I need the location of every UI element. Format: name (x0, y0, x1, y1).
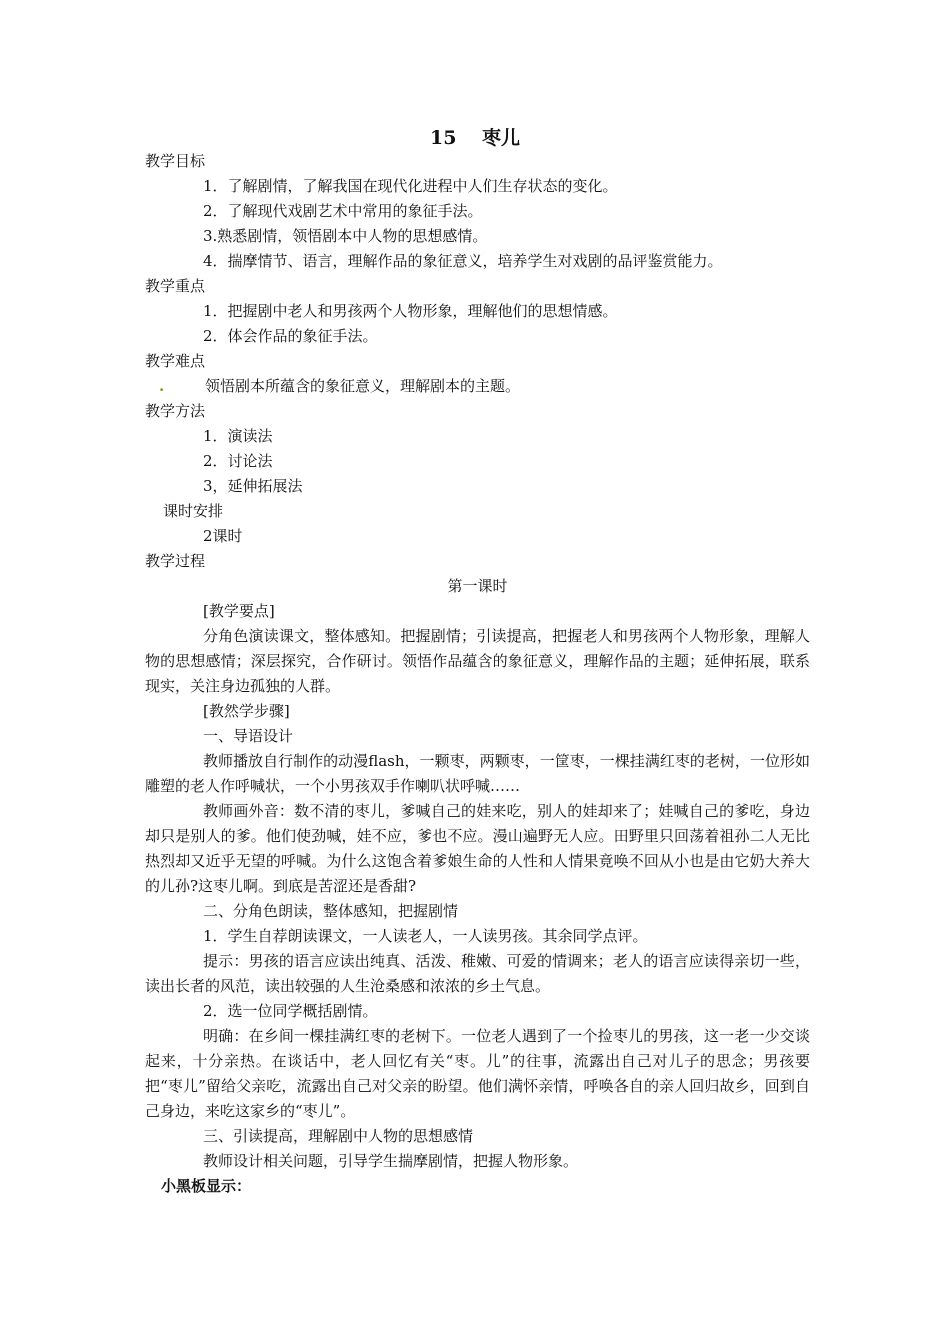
key-point-item: 1．把握剧中老人和男孩两个人物形象，理解他们的思想情感。 (203, 302, 618, 320)
method-item: 2．讨论法 (203, 452, 273, 470)
step2-item: 2．选一位同学概括剧情。 (203, 1002, 378, 1020)
step1-paragraph: 教师播放自行制作的动漫flash，一颗枣，两颗枣，一筐枣，一棵挂满红枣的老树，一位形如雕塑的老人作呼喊状，一个小男孩双手作喇叭状呼喊…… (145, 752, 810, 795)
lesson-one-heading: 第一课时 (447, 577, 508, 595)
key-paragraph: 分角色演读课文，整体感知。把握剧情；引读提高，把握老人和男孩两个人物形象，理解人物的思想感情；深层探究，合作研讨。领悟作品蕴含的象征意义，理解作品的主题；延伸拓展，联系现实，关注身边孤独的人群。 (145, 627, 810, 695)
step1-heading: 一、导语设计 (203, 727, 294, 745)
goal-item: 4．揣摩情节、语言，理解作品的象征意义，培养学生对戏剧的品评鉴赏能力。 (203, 252, 723, 270)
key-tag: [教学要点] (203, 602, 275, 620)
difficulty-heading: 教学难点 (145, 352, 206, 370)
goal-item: 3.熟悉剧情，领悟剧本中人物的思想感情。 (203, 227, 488, 245)
key-heading: 教学重点 (145, 277, 206, 295)
bullet-dot: . (159, 377, 165, 395)
document-title: 15 枣儿 (429, 127, 521, 149)
schedule-heading: 课时安排 (163, 502, 224, 520)
step1-voiceover: 教师画外音：数不清的枣儿，爹喊自己的娃来吃，别人的娃却来了；娃喊自己的爹吃，身边却只是别人的爹。他们使劲喊，娃不应，爹也不应。漫山遍野无人应。田野里只回荡着祖孙二人无比热烈却又近乎无望的呼喊。为什么这饱含着爹娘生命的人性和人情果竟唤不回从小也是由它奶大养大的儿孙?这枣儿啊。到底是苦涩还是香甜? (145, 802, 810, 895)
schedule-value: 2课时 (203, 527, 243, 545)
goal-item: 1．了解剧情，了解我国在现代化进程中人们生存状态的变化。 (203, 177, 618, 195)
step2-tip: 提示：男孩的语言应读出纯真、活泼、稚嫩、可爱的情调来；老人的语言应读得亲切一些，读出长者的风范，读出较强的人生沧桑感和浓浓的乡土气息。 (145, 952, 810, 995)
step3-paragraph: 教师设计相关问题，引导学生揣摩剧情，把握人物形象。 (203, 1152, 579, 1170)
blackboard-label: 小黑板显示： (161, 1177, 252, 1195)
difficulty-text: 领悟剧本所蕴含的象征意义，理解剧本的主题。 (205, 377, 521, 395)
step2-item: 1．学生自荐朗读课文，一人读老人，一人读男孩。其余同学点评。 (203, 927, 648, 945)
key-point-item: 2．体会作品的象征手法。 (203, 327, 378, 345)
step2-answer: 明确：在乡间一棵挂满红枣的老树下。一位老人遇到了一个捡枣儿的男孩，这一老一少交谈起来，十分亲热。在谈话中，老人回忆有关“枣。儿”的往事，流露出自己对儿子的思念；男孩要把“枣儿”留给父亲吃，流露出自己对父亲的盼望。他们满怀亲情，呼唤各自的亲人回归故乡，回到自己身边，来吃这家乡的“枣儿”。 (145, 1027, 810, 1120)
process-heading: 教学过程 (145, 552, 206, 570)
method-item: 1．演读法 (203, 427, 273, 445)
steps-tag: [教然学步骤] (203, 702, 290, 720)
document-body (145, 149, 810, 1199)
step2-heading: 二、分角色朗读，整体感知，把握剧情 (203, 902, 459, 920)
step3-heading: 三、引读提高，理解剧中人物的思想感情 (203, 1127, 474, 1145)
goals-heading: 教学目标 (145, 152, 206, 170)
method-item: 3，延伸拓展法 (203, 477, 303, 495)
difficulty-row (145, 374, 810, 399)
goal-item: 2．了解现代戏剧艺术中常用的象征手法。 (203, 202, 483, 220)
methods-heading: 教学方法 (145, 402, 206, 420)
